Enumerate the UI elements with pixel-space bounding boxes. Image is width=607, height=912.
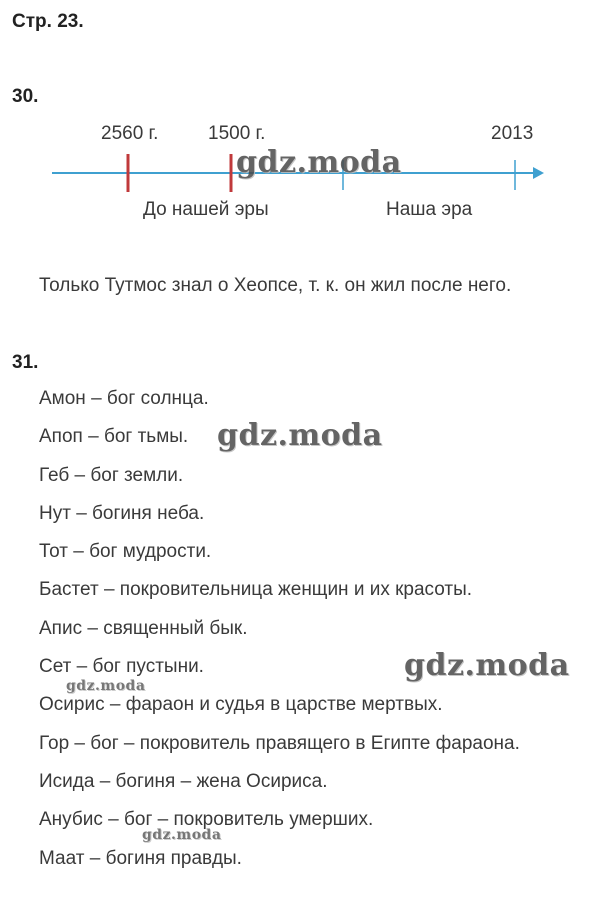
task-30-answer: Только Тутмос знал о Хеопсе, т. к. он жил после него.	[39, 275, 512, 296]
list-item: Апоп – бог тьмы.	[39, 426, 189, 448]
list-item: Геб – бог земли.	[39, 464, 184, 486]
timeline-arrow-icon	[533, 167, 544, 179]
list-item: Тот – бог мудрости.	[39, 541, 212, 563]
list-item: Апис – священный бык.	[39, 617, 248, 639]
list-item: Анубис – бог – покровитель умерших.	[39, 809, 374, 831]
list-item: Гор – бог – покровитель правящего в Египте фараона.	[39, 732, 520, 754]
list-item: Исида – богиня – жена Осириса.	[39, 770, 328, 792]
list-item: Амон – бог солнца.	[39, 388, 209, 409]
list-item: Нут – богиня неба.	[39, 502, 205, 524]
page-header: Стр. 23.	[12, 11, 84, 32]
gods-list	[39, 388, 520, 886]
timeline-date-2013: 2013	[491, 123, 534, 144]
list-item: Маат – богиня правды.	[39, 847, 242, 869]
watermark: gdz.moda	[236, 145, 402, 180]
watermark: gdz.moda	[404, 648, 570, 683]
timeline-date-1500: 1500 г.	[208, 123, 266, 144]
watermark: gdz.moda	[217, 418, 383, 453]
task-30-number: 30.	[12, 86, 39, 107]
list-item: Осирис – фараон и судья в царстве мертвых.	[39, 694, 443, 716]
timeline-era-ours: Наша эра	[386, 199, 473, 220]
watermark: gdz.moda	[66, 678, 146, 694]
timeline-era-before: До нашей эры	[143, 199, 269, 220]
list-item: Сет – бог пустыни.	[39, 656, 204, 678]
list-item: Бастет – покровительница женщин и их красоты.	[39, 579, 473, 601]
task-31-number: 31.	[12, 352, 39, 373]
watermark: gdz.moda	[142, 827, 222, 843]
timeline-date-2560: 2560 г.	[101, 123, 159, 144]
